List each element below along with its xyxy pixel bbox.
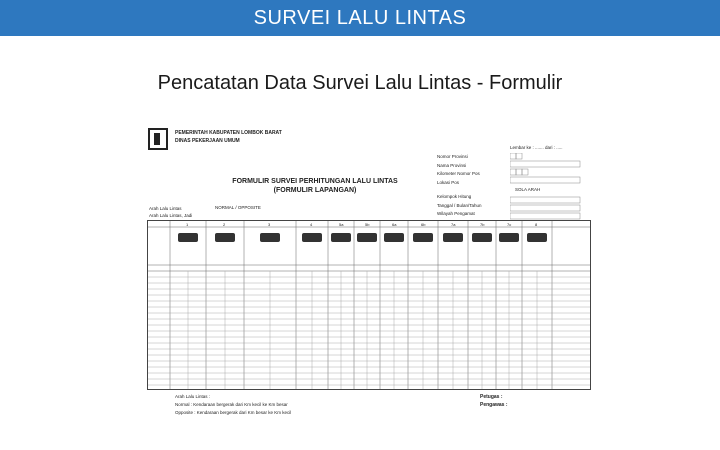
- column-number: 5b: [365, 222, 370, 227]
- form-title: [205, 177, 425, 195]
- sign-line: Petugas :: [480, 394, 503, 400]
- meta-label: Kelompok Hitung: [437, 194, 472, 199]
- slide-subtitle: Pencatatan Data Survei Lalu Lintas - Formulir: [157, 72, 563, 94]
- column-number: 6b: [421, 222, 426, 227]
- column-number: 1: [186, 222, 189, 227]
- vehicle-icon: [260, 233, 280, 242]
- route-line: Arah Lalu Lintas: [149, 206, 182, 211]
- vehicle-icon: [178, 233, 198, 242]
- agency-line: DINAS PEKERJAAN UMUM: [175, 138, 240, 144]
- route-line: Arah Lalu Lintas, Jadi: [149, 213, 193, 218]
- slide-banner: [0, 0, 720, 36]
- column-number: 2: [223, 222, 226, 227]
- normal-opposite: NORMAL / OPPOSITE: [215, 205, 261, 210]
- vehicle-icon: [472, 233, 492, 242]
- vehicle-icon: [443, 233, 463, 242]
- footer-line: Opposite : Kendaraan bergerak dari Km besar ke Km kecil: [175, 410, 292, 415]
- meta-label: Lokasi Pos: [437, 179, 460, 185]
- meta-label: Tanggal / Bulan/Tahun: [437, 202, 482, 208]
- agency-logo-icon: [148, 128, 168, 150]
- vehicle-icon: [357, 233, 377, 242]
- vehicle-icon: [215, 233, 235, 242]
- column-number: 7b: [480, 222, 485, 227]
- meta-label: Kilometer Nomor Pos: [437, 171, 480, 176]
- survey-form-image: [145, 125, 593, 420]
- meta-label: Nomor Provinsi: [437, 154, 468, 159]
- form-title-line: (FORMULIR LAPANGAN): [273, 187, 357, 194]
- column-number: 6a: [392, 222, 397, 227]
- meta-label: Nama Provinsi: [437, 162, 467, 168]
- table-grid: [148, 221, 590, 389]
- meta-labels: [437, 153, 482, 219]
- form-title-line: FORMULIR SURVEI PERHITUNGAN LALU LINTAS: [232, 178, 398, 185]
- agency-line: PEMERINTAH KABUPATEN LOMBOK BARAT: [175, 130, 282, 136]
- column-number: 4: [310, 222, 313, 227]
- form-footer: [175, 393, 291, 417]
- column-number: 7a: [451, 222, 456, 227]
- column-number: 7c: [507, 222, 512, 227]
- vehicle-icon: [499, 233, 519, 242]
- meta-label: Wilayah Pengamat: [437, 211, 475, 216]
- vehicle-icon: [331, 233, 351, 242]
- column-number: 3: [268, 222, 271, 227]
- count-table: [147, 220, 591, 390]
- route-info: [149, 205, 192, 219]
- vehicle-icon: [384, 233, 404, 242]
- vehicle-icon: [302, 233, 322, 242]
- signature-block: [480, 393, 508, 409]
- footer-line: Arah Lalu Lintas :: [175, 394, 211, 399]
- direction-label: SOLA ARAH: [515, 187, 541, 192]
- vehicle-icon: [413, 233, 433, 242]
- column-number: 8: [535, 222, 538, 227]
- column-number: 5a: [339, 222, 344, 227]
- banner-title: SURVEI LALU LINTAS: [253, 7, 467, 29]
- sheet-number: Lembar ke : ....... dari : .....: [510, 145, 563, 150]
- footer-line: Normal : Kendaraan bergerak dari Km kecil ke Km besar: [175, 402, 288, 407]
- sign-line: Pengawas :: [480, 402, 508, 408]
- agency-header: [175, 129, 282, 145]
- vehicle-icon: [527, 233, 547, 242]
